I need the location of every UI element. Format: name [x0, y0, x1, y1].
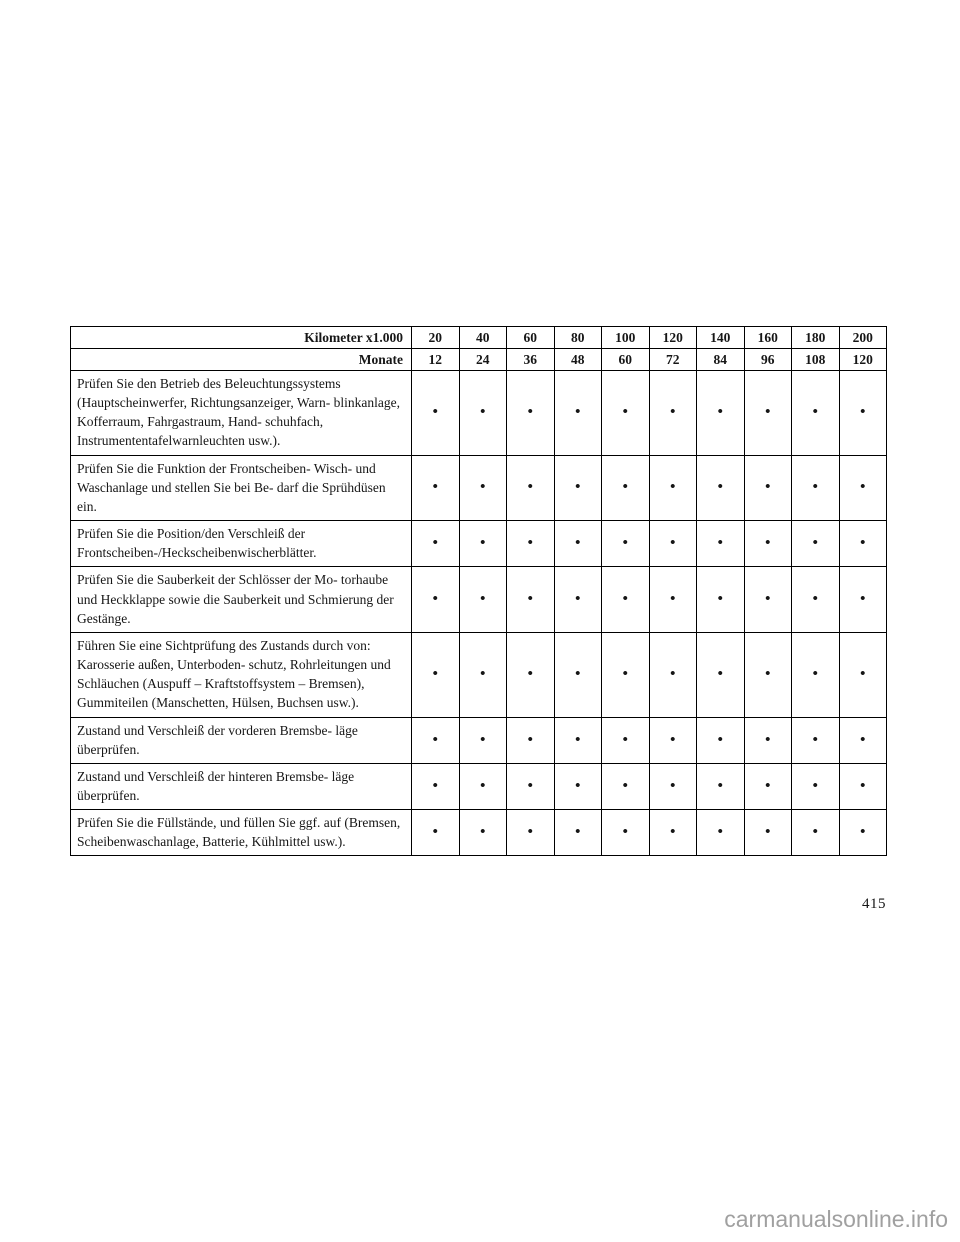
check-dot: • — [507, 371, 555, 456]
kilometer-value: 180 — [792, 327, 840, 349]
table-row — [71, 567, 887, 632]
task-description: Zustand und Verschleiß der vorderen Bremsbe- läge überprüfen. — [71, 717, 412, 763]
check-dot: • — [744, 717, 792, 763]
check-dot: • — [507, 521, 555, 567]
check-dot: • — [839, 810, 887, 856]
kilometer-value: 160 — [744, 327, 792, 349]
check-dot: • — [744, 371, 792, 456]
check-dot: • — [507, 810, 555, 856]
table-row — [71, 371, 887, 456]
check-dot: • — [649, 371, 697, 456]
check-dot: • — [602, 717, 650, 763]
check-dot: • — [792, 455, 840, 520]
check-dot: • — [602, 810, 650, 856]
months-header-label: Monate — [71, 349, 412, 371]
check-dot: • — [554, 810, 602, 856]
check-dot: • — [697, 632, 745, 717]
check-dot: • — [507, 632, 555, 717]
check-dot: • — [459, 632, 507, 717]
check-dot: • — [839, 717, 887, 763]
check-dot: • — [459, 371, 507, 456]
watermark: carmanualsonline.info — [724, 1206, 948, 1232]
check-dot: • — [649, 567, 697, 632]
check-dot: • — [459, 521, 507, 567]
check-dot: • — [459, 763, 507, 809]
kilometer-value: 40 — [459, 327, 507, 349]
table-row — [71, 455, 887, 520]
check-dot: • — [554, 632, 602, 717]
check-dot: • — [839, 632, 887, 717]
check-dot: • — [697, 717, 745, 763]
check-dot: • — [744, 632, 792, 717]
month-value: 36 — [507, 349, 555, 371]
task-description: Prüfen Sie die Position/den Verschleiß der Frontscheiben-/Heckscheibenwischerblätter. — [71, 521, 412, 567]
check-dot: • — [839, 521, 887, 567]
check-dot: • — [744, 763, 792, 809]
maintenance-rows — [71, 371, 887, 856]
check-dot: • — [792, 810, 840, 856]
task-description: Zustand und Verschleiß der hinteren Bremsbe- läge überprüfen. — [71, 763, 412, 809]
month-value: 24 — [459, 349, 507, 371]
month-value: 120 — [839, 349, 887, 371]
check-dot: • — [792, 717, 840, 763]
month-value: 96 — [744, 349, 792, 371]
check-dot: • — [602, 567, 650, 632]
table-row — [71, 810, 887, 856]
check-dot: • — [697, 763, 745, 809]
check-dot: • — [602, 371, 650, 456]
task-description: Prüfen Sie die Füllstände, und füllen Sie ggf. auf (Bremsen, Scheibenwaschanlage, Batterie, Kühlmittel usw.). — [71, 810, 412, 856]
kilometer-value: 20 — [412, 327, 460, 349]
check-dot: • — [792, 567, 840, 632]
check-dot: • — [697, 371, 745, 456]
task-description: Prüfen Sie den Betrieb des Beleuchtungssystems (Hauptscheinwerfer, Richtungsanzeiger, Warn- blinkanlage, Kofferraum, Fahrgastraum, Hand- schuhfach, Instrumententafelwarnleuchten usw.). — [71, 371, 412, 456]
check-dot: • — [459, 810, 507, 856]
check-dot: • — [554, 717, 602, 763]
check-dot: • — [459, 567, 507, 632]
kilometer-header-row — [71, 327, 887, 349]
month-value: 60 — [602, 349, 650, 371]
check-dot: • — [507, 717, 555, 763]
check-dot: • — [649, 521, 697, 567]
month-value: 84 — [697, 349, 745, 371]
task-description: Führen Sie eine Sichtprüfung des Zustands durch von: Karosserie außen, Unterboden- schutz, Rohrleitungen und Schläuchen (Auspuff – Kraftstoffsystem – Bremsen), Gummiteilen (Manschetten, Hülsen, Buchsen usw.). — [71, 632, 412, 717]
task-description: Prüfen Sie die Funktion der Frontscheiben- Wisch- und Waschanlage und stellen Sie bei Be- darf die Sprühdüsen ein. — [71, 455, 412, 520]
check-dot: • — [744, 567, 792, 632]
month-value: 108 — [792, 349, 840, 371]
check-dot: • — [507, 567, 555, 632]
check-dot: • — [792, 632, 840, 717]
check-dot: • — [697, 521, 745, 567]
check-dot: • — [602, 632, 650, 717]
check-dot: • — [792, 763, 840, 809]
check-dot: • — [554, 371, 602, 456]
kilometer-value: 80 — [554, 327, 602, 349]
check-dot: • — [839, 455, 887, 520]
check-dot: • — [412, 521, 460, 567]
kilometer-value: 60 — [507, 327, 555, 349]
check-dot: • — [697, 567, 745, 632]
month-value: 48 — [554, 349, 602, 371]
check-dot: • — [412, 455, 460, 520]
check-dot: • — [554, 567, 602, 632]
check-dot: • — [554, 521, 602, 567]
table-row — [71, 521, 887, 567]
check-dot: • — [649, 632, 697, 717]
task-description: Prüfen Sie die Sauberkeit der Schlösser der Mo- torhaube und Heckklappe sowie die Sauberkeit und Schmierung der Gestänge. — [71, 567, 412, 632]
check-dot: • — [792, 371, 840, 456]
table-row — [71, 632, 887, 717]
check-dot: • — [412, 763, 460, 809]
check-dot: • — [602, 455, 650, 520]
kilometer-value: 140 — [697, 327, 745, 349]
kilometer-value: 200 — [839, 327, 887, 349]
page-number: 415 — [862, 896, 886, 912]
check-dot: • — [744, 810, 792, 856]
check-dot: • — [792, 521, 840, 567]
check-dot: • — [459, 717, 507, 763]
check-dot: • — [744, 455, 792, 520]
check-dot: • — [839, 371, 887, 456]
kilometer-header-label: Kilometer x1.000 — [71, 327, 412, 349]
check-dot: • — [649, 810, 697, 856]
check-dot: • — [554, 763, 602, 809]
check-dot: • — [412, 810, 460, 856]
kilometer-value: 120 — [649, 327, 697, 349]
check-dot: • — [507, 455, 555, 520]
check-dot: • — [649, 717, 697, 763]
months-header-row — [71, 349, 887, 371]
check-dot: • — [459, 455, 507, 520]
check-dot: • — [507, 763, 555, 809]
kilometer-value: 100 — [602, 327, 650, 349]
check-dot: • — [412, 717, 460, 763]
table-row — [71, 717, 887, 763]
check-dot: • — [697, 810, 745, 856]
month-value: 12 — [412, 349, 460, 371]
table-row — [71, 763, 887, 809]
check-dot: • — [744, 521, 792, 567]
check-dot: • — [602, 763, 650, 809]
check-dot: • — [649, 763, 697, 809]
check-dot: • — [839, 763, 887, 809]
check-dot: • — [412, 567, 460, 632]
check-dot: • — [697, 455, 745, 520]
check-dot: • — [412, 632, 460, 717]
check-dot: • — [649, 455, 697, 520]
check-dot: • — [554, 455, 602, 520]
check-dot: • — [839, 567, 887, 632]
check-dot: • — [412, 371, 460, 456]
check-dot: • — [602, 521, 650, 567]
maintenance-schedule-table — [70, 326, 887, 856]
month-value: 72 — [649, 349, 697, 371]
